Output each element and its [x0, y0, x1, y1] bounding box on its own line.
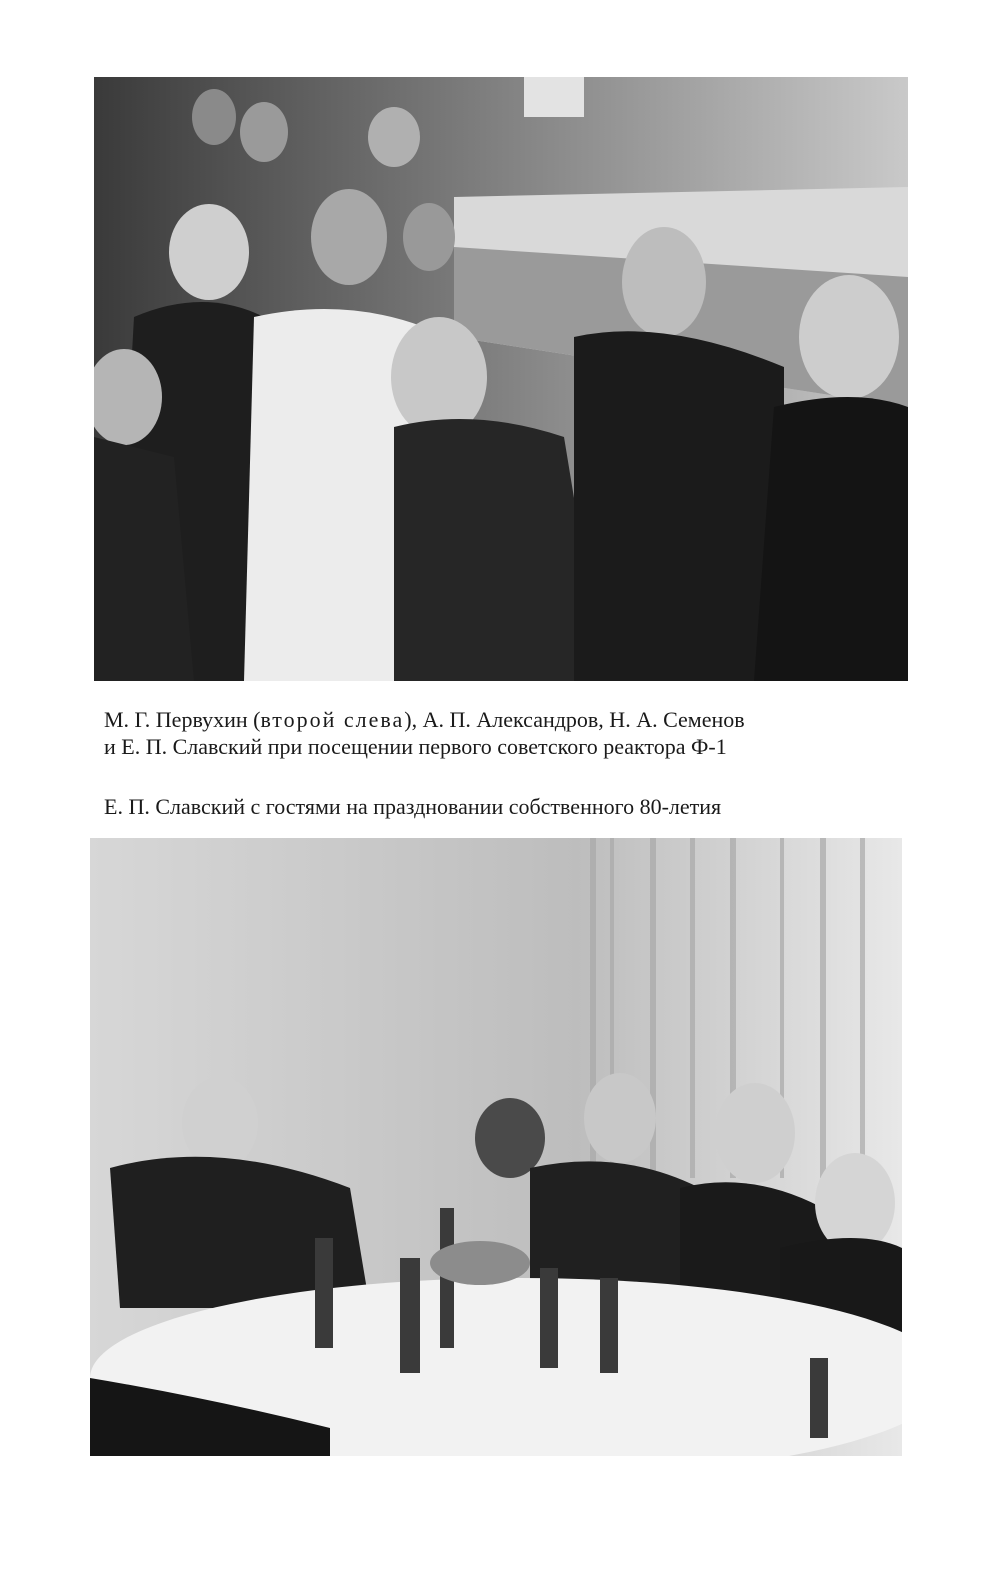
photo-caption-bottom: Е. П. Славский с гостями на праздновании собственного 80-летия: [104, 794, 722, 819]
photo-reactor-visit: [94, 77, 908, 681]
photo-caption-top-line-1: [104, 706, 745, 733]
caption-position-note: второй слева: [260, 707, 405, 732]
caption-names-part-1: М. Г. Первухин (: [104, 707, 261, 732]
photo-anniversary-banquet-image: [90, 838, 902, 1456]
photo-caption-top-line-2: и Е. П. Славский при посещении первого советского реактора Ф-1: [104, 734, 727, 759]
photo-reactor-visit-image: [94, 77, 908, 681]
photo-anniversary-banquet: [90, 838, 902, 1456]
caption-names-part-2: ), А. П. Александров, Н. А. Семенов: [404, 707, 745, 732]
